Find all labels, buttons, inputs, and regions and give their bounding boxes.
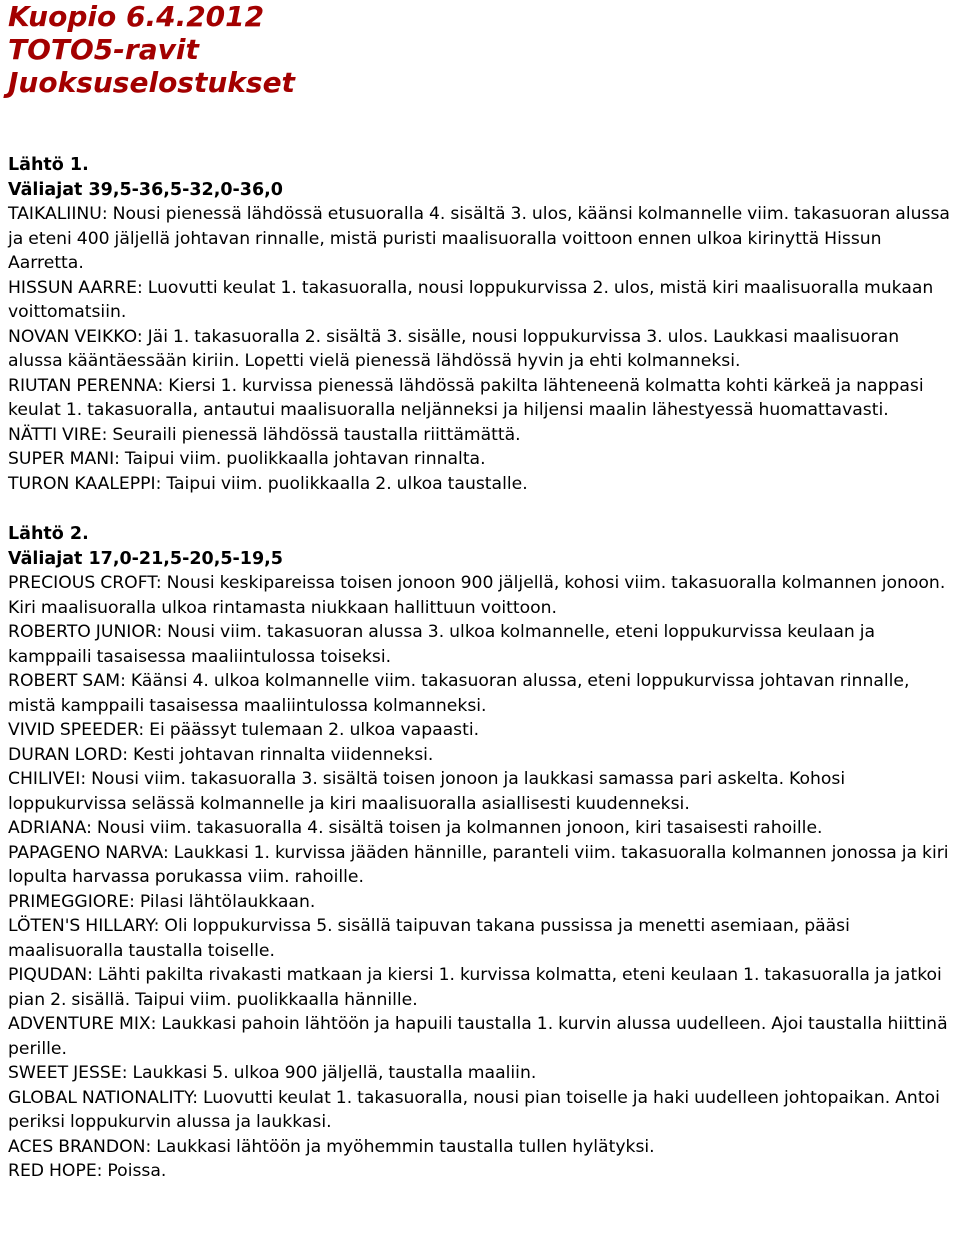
race-entry: TAIKALIINU: Nousi pienessä lähdössä etusuoralla 4. sisältä 3. ulos, käänsi kolmannelle viim. takasuoran alussa ja eteni 400 jäljellä johtavan rinnalle, mistä puristi maalisuoralla voittoon ennen ulkoa kirinyttä Hissun Aarretta. — [8, 204, 950, 273]
race-entry: ADVENTURE MIX: Laukkasi pahoin lähtöön ja hapuili taustalla 1. kurvin alussa uudelleen. Ajoi taustalla hiittinä perille. — [8, 1014, 948, 1059]
race-entry: ROBERT SAM: Käänsi 4. ulkoa kolmannelle viim. takasuoran alussa, eteni loppukurvissa johtavan rinnalle, mistä kamppaili tasaisessa maaliintulossa kolmanneksi. — [8, 671, 910, 716]
race-entry: ROBERTO JUNIOR: Nousi viim. takasuoran alussa 3. ulkoa kolmannelle, eteni loppukurvissa keulaan ja kamppaili tasaisessa maaliintulossa toiseksi. — [8, 622, 876, 667]
race-entry: CHILIVEI: Nousi viim. takasuoralla 3. sisältä toisen jonoon ja laukkasi samassa pari askelta. Kohosi loppukurvissa selässä kolmannelle ja kiri maalisuoralla asiallisesti kuudenneksi. — [8, 769, 846, 814]
race-entry: ADRIANA: Nousi viim. takasuoralla 4. sisältä toisen ja kolmannen jonoon, kiri tasaisesti rahoille. — [8, 818, 823, 838]
title-subtitle: Juoksuselostukset — [8, 66, 295, 99]
race-splits: Väliajat 39,5-36,5-32,0-36,0 — [8, 179, 283, 200]
race-entry: SUPER MANI: Taipui viim. puolikkaalla johtavan rinnalta. — [8, 449, 486, 469]
race-entry: SWEET JESSE: Laukkasi 5. ulkoa 900 jäljellä, taustalla maaliin. — [8, 1063, 537, 1083]
race-entry: RED HOPE: Poissa. — [8, 1161, 167, 1181]
race-entry: LÖTEN'S HILLARY: Oli loppukurvissa 5. sisällä taipuvan takana pussissa ja menetti asemiaan, pääsi maalisuoralla taustalla toiselle. — [8, 916, 850, 961]
title-event: TOTO5-ravit — [8, 33, 199, 66]
race-splits: Väliajat 17,0-21,5-20,5-19,5 — [8, 548, 283, 569]
race-entry: DURAN LORD: Kesti johtavan rinnalta viidenneksi. — [8, 744, 434, 765]
race-entry: TURON KAALEPPI: Taipui viim. puolikkaalla 2. ulkoa taustalle. — [8, 473, 528, 494]
race-entry: HISSUN AARRE: Luovutti keulat 1. takasuoralla, nousi loppukurvissa 2. ulos, mistä kiri maalisuoralla mukaan voittomatsiin. — [8, 277, 934, 322]
title-venue-date: Kuopio 6.4.2012 — [8, 0, 265, 33]
document-page — [8, 0, 956, 1184]
race-heading: Lähtö 2. — [8, 524, 89, 544]
race-entry: NOVAN VEIKKO: Jäi 1. takasuoralla 2. sisältä 3. sisälle, nousi loppukurvissa 3. ulos. Laukkasi maalisuoran alussa kääntäessään kiriin. Lopetti vielä pienessä lähdössä hyvin ja ehti kolmanneksi. — [8, 326, 900, 371]
race-entry: PIQUDAN: Lähti pakilta rivakasti matkaan ja kiersi 1. kurvissa kolmatta, eteni keulaan 1. takasuoralla ja jatkoi pian 2. sisällä. Taipui viim. puolikkaalla hännille. — [8, 965, 942, 1010]
document-title — [8, 0, 956, 99]
race-section-2 — [8, 522, 956, 1184]
race-entry: PRIMEGGIORE: Pilasi lähtölaukkaan. — [8, 891, 316, 912]
race-entry: RIUTAN PERENNA: Kiersi 1. kurvissa pienessä lähdössä pakilta lähteneenä kolmatta kohti kärkeä ja nappasi keulat 1. takasuoralla, antautui maalisuoralla neljänneksi ja hiljensi maalin lähestyessä huomattavasti. — [8, 375, 924, 420]
race-entry: NÄTTI VIRE: Seuraili pienessä lähdössä taustalla riittämättä. — [8, 424, 521, 445]
race-entry: ACES BRANDON: Laukkasi lähtöön ja myöhemmin taustalla tullen hylätyksi. — [8, 1136, 655, 1157]
race-entry: GLOBAL NATIONALITY: Luovutti keulat 1. takasuoralla, nousi pian toiselle ja haki uudelleen johtopaikan. Antoi periksi loppukurvin alussa ja laukkasi. — [8, 1087, 940, 1132]
race-entry: PAPAGENO NARVA: Laukkasi 1. kurvissa jääden hännille, paranteli viim. takasuoralla kolmannen jonossa ja kiri lopulta harvassa porukassa viim. rahoille. — [8, 842, 949, 887]
race-entry: PRECIOUS CROFT: Nousi keskipareissa toisen jonoon 900 jäljellä, kohosi viim. takasuoralla kolmannen jonoon. Kiri maalisuoralla ulkoa rintamasta niukkaan hallittuun voittoon. — [8, 573, 946, 618]
race-heading: Lähtö 1. — [8, 155, 89, 175]
race-section-1 — [8, 153, 956, 496]
race-entry: VIVID SPEEDER: Ei päässyt tulemaan 2. ulkoa vapaasti. — [8, 720, 480, 740]
